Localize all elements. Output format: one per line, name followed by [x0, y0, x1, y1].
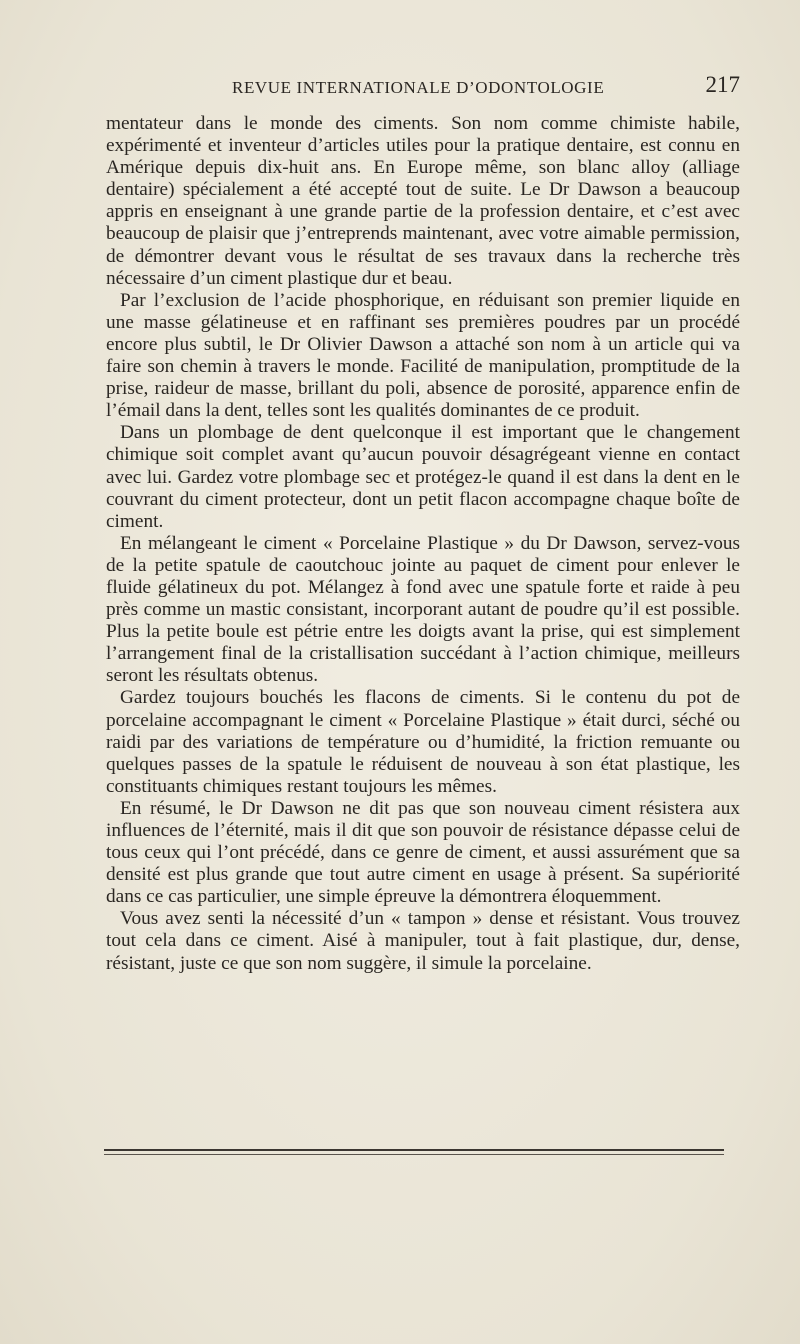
running-title: REVUE INTERNATIONALE D’ODONTOLOGIE	[232, 78, 605, 97]
thick-rule-divider	[104, 1149, 724, 1151]
page-header	[106, 74, 740, 104]
thin-rule-divider	[104, 1154, 724, 1155]
paragraph-4: En mélangeant le ciment « Porcelaine Plastique » du Dr Dawson, servez-vous de la petite spatule de caoutchouc jointe au paquet de ciment pour enlever le fluide gélatineux du pot. Mélangez à fond avec une spatule forte et raide à peu près comme un mastic consistant, incorporant autant de poudre qu’il est possible. Plus la petite boule est pétrie entre les doigts avant la prise, qui est simplement l’arrangement final de la cristallisation succédant à l’action chimique, meilleurs seront les résultats obtenus.	[106, 532, 740, 687]
paragraph-2: Par l’exclusion de l’acide phosphorique, en réduisant son premier liquide en une masse gélatineuse et en raffinant ses premières poudres par un procédé encore plus subtil, le Dr Olivier Dawson a attaché son nom à un article qui va faire son chemin à travers le monde. Facilité de manipulation, promptitude de la prise, raideur de masse, brillant du poli, absence de porosité, apparence enfin de l’émail dans la dent, telles sont les qualités dominantes de ce produit.	[106, 289, 740, 422]
paragraph-1: mentateur dans le monde des ciments. Son nom comme chimiste habile, expérimenté et inventeur d’articles utiles pour la pratique dentaire, est connu en Amérique depuis dix-huit ans. En Europe même, son blanc alloy (alliage dentaire) spécialement a été accepté tout de suite. Le Dr Dawson a beaucoup appris en enseignant à une grande partie de la profession dentaire, et c’est avec beaucoup de plaisir que j’entreprends maintenant, avec votre aimable permission, de démontrer devant vous le résultat de ses travaux dans la recherche très nécessaire d’un ciment plastique dur et beau.	[106, 113, 740, 289]
article-body	[106, 113, 740, 975]
paragraph-7: Vous avez senti la nécessité d’un « tampon » dense et résistant. Vous trouvez tout cela dans ce ciment. Aisé à manipuler, tout à fait plastique, dur, dense, résistant, juste ce que son nom suggère, il simule la porcelaine.	[106, 908, 740, 974]
paragraph-5: Gardez toujours bouchés les flacons de ciments. Si le contenu du pot de porcelaine accompagnant le ciment « Porcelaine Plastique » était durci, séché ou raidi par des variations de température ou d’humidité, la friction remuante ou quelques passes de la spatule le réduisent de nouveau à son état plastique, les constituants chimiques restant toujours les mêmes.	[106, 687, 740, 797]
page-number: 217	[705, 72, 740, 97]
paragraph-6: En résumé, le Dr Dawson ne dit pas que son nouveau ciment résistera aux influences de l’éternité, mais il dit que son pouvoir de résistance dépasse celui de tous ceux qui l’ont précédé, dans ce genre de ciment, et aussi assurément que sa densité est plus grande que tout autre ciment en usage à présent. Sa supériorité dans ce cas particulier, une simple épreuve la démontrera éloquemment.	[106, 797, 740, 908]
section-end-rule	[104, 1149, 724, 1158]
paragraph-3: Dans un plombage de dent quelconque il est important que le changement chimique soit complet avant qu’aucun pouvoir désagrégeant vienne en contact avec lui. Gardez votre plombage sec et protégez-le quand il est dans la dent en le couvrant du ciment protecteur, dont un petit flacon accompagne chaque boîte de ciment.	[106, 422, 740, 532]
